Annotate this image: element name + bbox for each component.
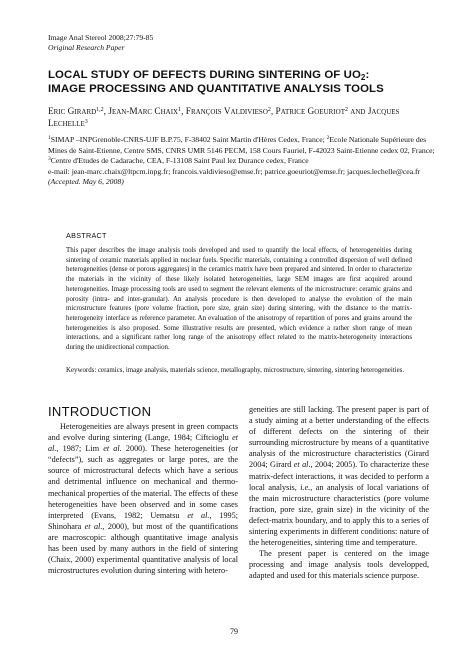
affil3-marker: 3 (48, 156, 51, 163)
italic-run: et al. (187, 510, 210, 520)
abstract-heading: ABSTRACT (66, 231, 107, 240)
author-name: Patrice Goeuriot (275, 107, 345, 117)
author-separator: , (270, 107, 276, 117)
title-colon: : (365, 69, 370, 81)
text-run: , 1995; Shinohara (48, 510, 238, 531)
italic-run: et al. (48, 433, 238, 454)
column-left (48, 421, 238, 576)
author-name: Jean-Marc Chaix (108, 107, 179, 117)
title-line2: IMAGE PROCESSING AND QUANTITATIVE ANALYSIS TOOLS (48, 83, 384, 95)
journal-citation: Image Anal Stereol 2008;27:79-85 (48, 33, 154, 42)
author-name: Jacques Lechelle (48, 107, 400, 129)
introduction-heading: INTRODUCTION (48, 404, 152, 419)
italic-run: et al. (293, 460, 311, 470)
affil1-marker: 1 (48, 135, 51, 141)
intro-paragraph-3: The present paper is centered on the image processing and image analysis tools developped, adapted and used for this materials science purpose. (249, 549, 429, 581)
author-affil-marker: 1,2 (96, 107, 104, 113)
italic-run: et al. (103, 444, 122, 454)
italic-run: i.e. (300, 482, 311, 492)
text-run: , 1987; Lim (56, 444, 104, 454)
keywords: Keywords: ceramics, image analysis, materials science, metallography, microstructure, sintering, sintering heterogeneities. (66, 367, 405, 374)
author-separator: and (347, 107, 368, 117)
title-line1: LOCAL STUDY OF DEFECTS DURING SINTERING OF UO (48, 69, 361, 81)
affiliation-1: SIMAP –INPGrenoble-CNRS-UJF B.P.75, F-38402 Saint Martin d'Hères Cedex, France; (50, 135, 327, 144)
journal-header (48, 33, 153, 52)
affiliations (48, 135, 440, 188)
column-right (249, 404, 429, 582)
author-affil-marker: 2 (267, 107, 271, 113)
affil2-marker: 2 (326, 135, 330, 141)
author-separator: , (103, 107, 109, 117)
italic-run: et al. (84, 521, 103, 531)
intro-paragraph-1 (48, 421, 238, 576)
author-name: François Valdivieso (185, 107, 268, 117)
article-type: Original Research Paper (48, 42, 125, 52)
author-affil-marker: 2 (344, 107, 348, 113)
affiliation-2: Ecole Nationale Supérieure des Mines de Saint-Etienne, Centre SMS, CNRS UMR 5146 PECM, 158 Cours Fauriel, F-42023 Saint-Etienne cedex 02, France; (48, 135, 435, 155)
accepted-date: (Accepted. May 6, 2008) (48, 177, 124, 187)
author-affil-marker: 1 (178, 107, 182, 113)
text-run: Heterogeneities are always present in green compacts and evolve during sintering (Lange, 1984; Ciftcioglu (48, 422, 238, 443)
author-affil-marker: 3 (84, 118, 88, 125)
text-run: , an analysis of local variations of the main microstructure characteristics (pore volume fraction, pore size, grain size) in the vicinity of the defect-matrix boundary, and to apply this to a series of sintering experiments in different conditions: nature of the heterogeneities, sintering time and temperature. (249, 482, 429, 548)
text-run: , 2000), but most of the quantifications are macroscopic: although quantitative image analysis has been used by many authors in the field of sintering (Chaix, 2000) experimental quantitative analysis of local microstructures evolution during sintering with hetero- (48, 521, 238, 576)
page-number: 79 (230, 627, 238, 636)
author-list (48, 107, 438, 130)
author-name: Eric Girard (48, 107, 97, 117)
title-subscript: 2 (360, 73, 366, 82)
intro-paragraph-2 (249, 404, 429, 548)
email-line: e-mail: jean-marc.chaix@ltpcm.inpg.fr; francois.valdivieso@emse.fr; patrice.goeuriot@emse.fr; jacques.lechelle@cea.fr (48, 166, 421, 176)
paper-title (48, 68, 433, 96)
text-run: 2000). These heterogeneities (or “defects”), such as aggregates or large pores, are the source of microstructural defects which have a serious and detrimental influence on mechanical and thermo-mechanical properties of the material. The effects of these heterogeneities have been observed and in some cases interpreted (Evans, 1982; Uematsu (48, 444, 238, 520)
text-run: , 2004; 2005). To characterize these matrix-defect interactions, it was decided to perform a local analysis, (249, 460, 430, 492)
abstract-text: This paper describes the image analysis tools developed and used to quantify the local effects, of heterogeneities during sintering of ceramic materials applied in nuclear fuels. Specific materials, containing a controlled dispersion of well defined heterogeneities (dense or porous aggregates) in the ceramics matrix have been prepared and sintered. In order to characterize the materials in the vicinity of these likely isolated heterogeneities, large SEM images are first acquired around heterogeneities. Image processing tools are used to segment the relevant elements of the microstructure: ceramic grains and porosity (intra- and inter-granular). An analysis procedure is then developed to analyse the evolution of the main microstructure features (pore volume fraction, pore size, grain size) during sintering, with the distance to the matrix-heterogeneity interface as reference parameter. An evaluation of the anisotropy of repartition of pores and grains around the heterogeneities is also proposed. Some illustrative results are presented, which evidence a rather short range of mean interactions, and a significant rather long range of the anisotropy effect related to the matrix-heterogeneity interactions during the unidirectional compaction. (66, 247, 412, 352)
author-separator: , (181, 107, 186, 117)
text-run: geneities are still lacking. The present paper is part of a study aiming at a better understanding of the effects of different defects on the sintering of their surrounding microstructure by means of a quantitative analysis of the microstructure characteristics (Girard 2004; Girard (249, 405, 429, 470)
affiliation-3: Centre d'Etudes de Cadarache, CEA, F-13108 Saint Paul lez Durance cedex, France (50, 156, 309, 166)
